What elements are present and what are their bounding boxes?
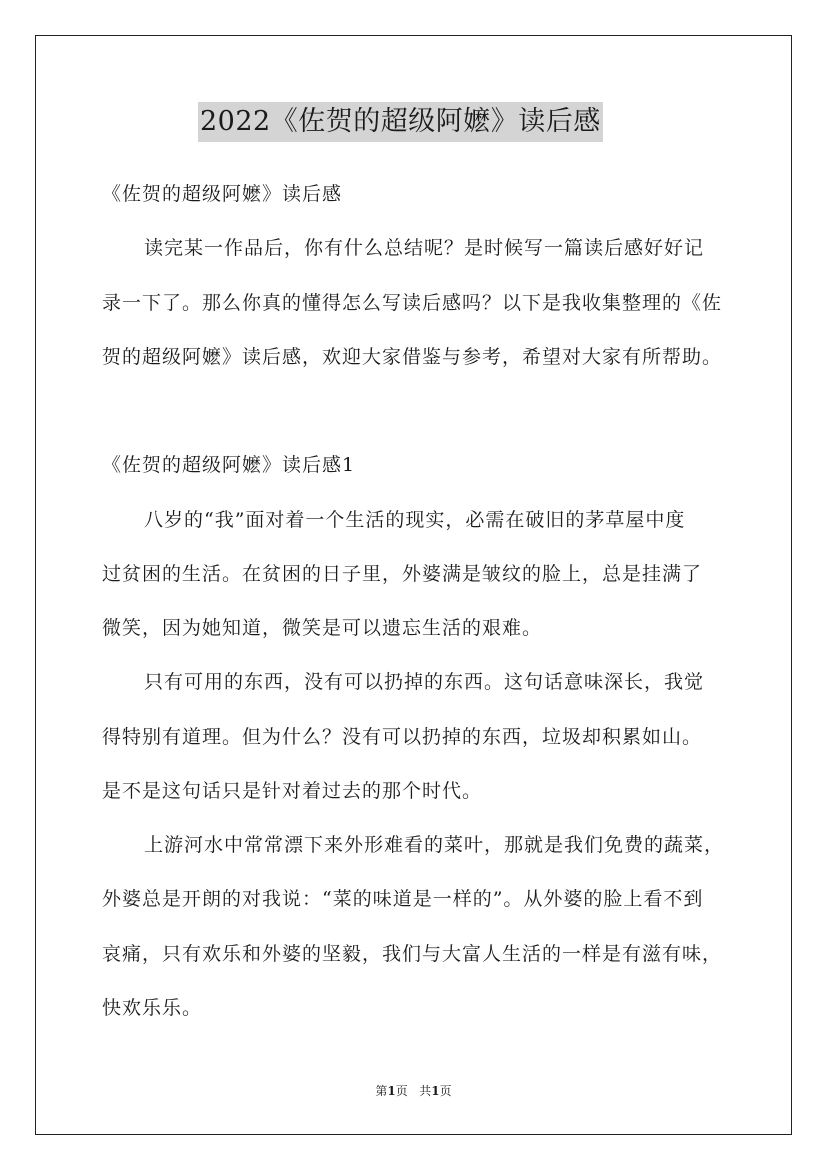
para2-line-2: 得特别有道理。但为什么？没有可以扔掉的东西，垃圾却积累如山。 [102, 726, 703, 748]
para1-line-3: 微笑，因为她知道，微笑是可以遗忘生活的艰难。 [102, 617, 543, 639]
document-subtitle: 《佐贺的超级阿嬷》读后感 [102, 183, 343, 205]
para2-line-3: 是不是这句话只是针对着过去的那个时代。 [102, 780, 483, 802]
section-heading: 《佐贺的超级阿嬷》读后感1 [102, 454, 356, 476]
page-footer [0, 1083, 827, 1099]
document-title: 2022《佐贺的超级阿嬷》读后感 [198, 102, 603, 142]
footer-page-number: 1 [387, 1084, 396, 1098]
para1-line-2: 过贫困的生活。在贫困的日子里，外婆满是皱纹的脸上，总是挂满了 [102, 563, 703, 585]
para3-line-2: 外婆总是开朗的对我说：“菜的味道是一样的”。从外婆的脸上看不到 [102, 888, 704, 910]
intro-line-3: 贺的超级阿嬷》读后感，欢迎大家借鉴与参考，希望对大家有所帮助。 [102, 346, 723, 368]
footer-page-prefix: 第 [375, 1084, 388, 1098]
footer-total-suffix: 页 [439, 1084, 452, 1098]
intro-line-2: 录一下了。那么你真的懂得怎么写读后感吗？以下是我收集整理的《佐 [102, 292, 723, 314]
footer-page-suffix: 页 [395, 1084, 408, 1098]
para1-line-1: 八岁的“我”面对着一个生活的现实，必需在破旧的茅草屋中度 [144, 509, 686, 531]
footer-total-number: 1 [431, 1084, 440, 1098]
footer-total-prefix: 共 [419, 1084, 432, 1098]
para2-line-1: 只有可用的东西，没有可以扔掉的东西。这句话意味深长，我觉 [144, 671, 705, 693]
para3-line-4: 快欢乐乐。 [102, 997, 203, 1019]
intro-line-1: 读完某一作品后，你有什么总结呢？是时候写一篇读后感好好记 [144, 237, 705, 259]
para3-line-3: 哀痛，只有欢乐和外婆的坚毅，我们与大富人生活的一样是有滋有味， [102, 943, 723, 965]
para3-line-1: 上游河水中常常漂下来外形难看的菜叶，那就是我们免费的蔬菜， [144, 834, 725, 856]
